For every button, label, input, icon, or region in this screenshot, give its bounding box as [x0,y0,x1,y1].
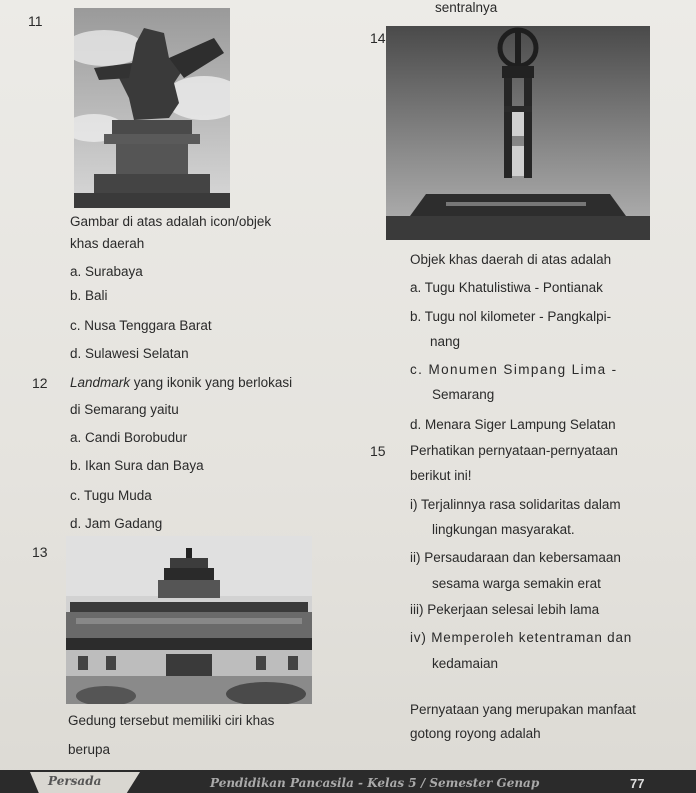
q11-number: 11 [28,13,43,29]
q12-landmark-word: Landmark [70,375,131,390]
q15-question-line2: berikut ini! [410,468,472,483]
q11-question-line1: Gambar di atas adalah icon/objek [70,214,272,229]
q12-option-a[interactable]: a. Candi Borobudur [70,430,188,445]
q13-number: 13 [32,544,48,560]
q11-option-d[interactable]: d. Sulawesi Selatan [70,346,189,361]
q14-image [386,26,650,240]
header-word: sentralnya [435,0,498,15]
gedung-sate-photo [66,536,312,704]
q15-statement-i: i) Terjalinnya rasa solidaritas dalam [410,497,621,512]
q15-statement-iv-cont: kedamaian [432,656,499,671]
q12-question-rest: yang ikonik yang berlokasi [130,375,293,390]
book-title: Pendidikan Pancasila - Kelas 5 / Semester Genap [210,776,540,790]
q15-statement-ii: ii) Persaudaraan dan kebersamaan [410,550,621,565]
page-number: 77 [630,776,645,791]
q14-option-b-cont: nang [430,334,461,349]
q14-option-c[interactable]: c. Monumen Simpang Lima - [410,362,618,377]
q12-number: 12 [32,375,48,391]
q11-option-b[interactable]: b. Bali [70,288,108,303]
q12-question-line2: di Semarang yaitu [70,402,179,417]
q14-question: Objek khas daerah di atas adalah [410,252,612,267]
q12-option-b[interactable]: b. Ikan Sura dan Baya [70,458,204,473]
q14-number: 14 [370,30,386,46]
q13-image [66,536,312,704]
q11-image [74,8,230,208]
q15-statement-ii-cont: sesama warga semakin erat [432,576,601,591]
q15-ask-line1: Pernyataan yang merupakan manfaat [410,702,636,717]
menara-siger-photo [386,26,650,240]
q14-option-c-cont: Semarang [432,387,495,402]
publisher-logo-text: Persada [48,774,102,788]
q15-statement-i-cont: lingkungan masyarakat. [432,522,575,537]
q15-ask-line2: gotong royong adalah [410,726,541,741]
q15-statement-iii: iii) Pekerjaan selesai lebih lama [410,602,600,617]
q14-option-a[interactable]: a. Tugu Khatulistiwa - Pontianak [410,280,603,295]
q14-option-d[interactable]: d. Menara Siger Lampung Selatan [410,417,616,432]
gwk-statue-photo [74,8,230,208]
q15-number: 15 [370,443,386,459]
q11-option-c[interactable]: c. Nusa Tenggara Barat [70,318,212,333]
q13-question-line2: berupa [68,742,111,757]
q12-option-d[interactable]: d. Jam Gadang [70,516,163,531]
q12-question-line1 [70,375,292,391]
q13-question-line1: Gedung tersebut memiliki ciri khas [68,713,275,728]
q15-question-line1: Perhatikan pernyataan-pernyataan [410,443,618,458]
q12-option-c[interactable]: c. Tugu Muda [70,488,152,503]
q11-question-line2: khas daerah [70,236,145,251]
q15-statement-iv: iv) Memperoleh ketentraman dan [410,630,633,645]
q14-option-b[interactable]: b. Tugu nol kilometer - Pangkalpi- [410,309,612,324]
q11-option-a[interactable]: a. Surabaya [70,264,143,279]
